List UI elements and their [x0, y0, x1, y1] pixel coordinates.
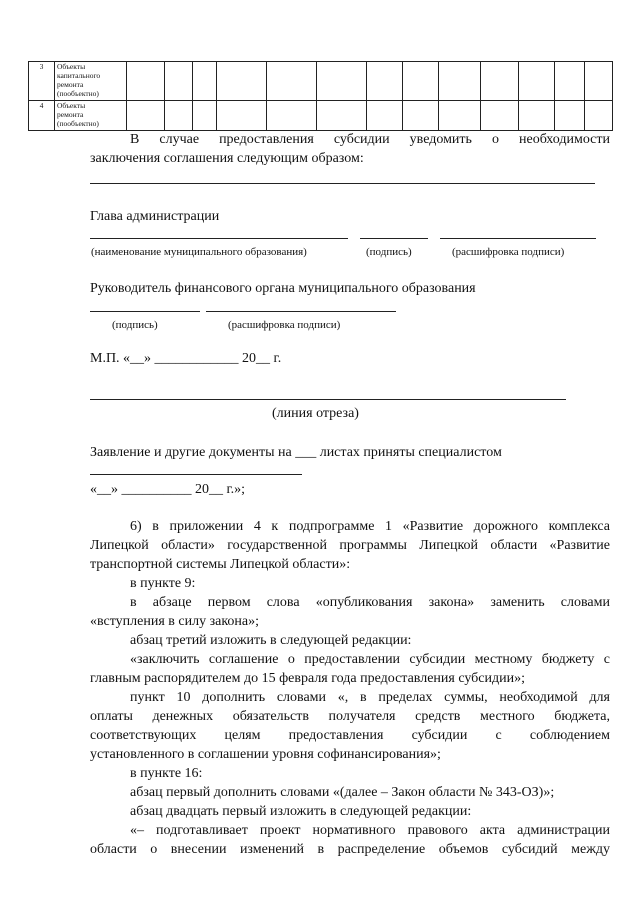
body-line: абзац первый дополнить словами «(далее – Закон области № 343-ОЗ)»;	[130, 785, 555, 800]
caption-signature: (подпись)	[112, 319, 158, 331]
empty-cell	[403, 101, 439, 131]
empty-cell	[481, 101, 519, 131]
empty-cell	[585, 101, 613, 131]
empty-cell	[193, 101, 217, 131]
body-line: пункт 10 дополнить словами «, в пределах суммы, необходимой для	[130, 690, 610, 705]
empty-cell	[481, 62, 519, 101]
body-line: 6) в приложении 4 к подпрограмме 1 «Развитие дорожного комплекса	[130, 519, 610, 534]
empty-cell	[127, 62, 165, 101]
body-line: в пункте 16:	[130, 766, 203, 781]
empty-cell	[555, 62, 585, 101]
row-name-line: капитального	[57, 71, 101, 80]
body-line: области о внесении изменений в распределение объемов субсидий между	[90, 842, 610, 857]
decoding-line	[440, 238, 596, 239]
notification-line-2: заключения соглашения следующим образом:	[90, 151, 364, 166]
statement-line-1: Заявление и другие документы на ___ листах приняты специалистом	[90, 445, 502, 460]
empty-cell	[439, 101, 481, 131]
municipality-line	[90, 238, 348, 239]
empty-cell	[217, 101, 267, 131]
row-name-line: (пообъектно)	[57, 119, 99, 128]
caption-signature: (подпись)	[366, 246, 412, 258]
row-name-line: (пообъектно)	[57, 89, 99, 98]
table-row	[29, 101, 613, 131]
body-line: оплаты денежных обязательств получателя средств местного бюджета,	[90, 709, 610, 724]
caption-decoding: (расшифровка подписи)	[228, 319, 341, 331]
signature-line	[90, 311, 200, 312]
empty-cell	[367, 101, 403, 131]
empty-cell	[555, 101, 585, 131]
cut-line	[90, 399, 566, 400]
body-line: абзац третий изложить в следующей редакции:	[130, 633, 412, 648]
empty-cell	[317, 101, 367, 131]
empty-cell	[439, 62, 481, 101]
row-name-cell	[55, 62, 127, 101]
body-line: абзац двадцать первый изложить в следующей редакции:	[130, 804, 472, 819]
row-name-line: Объекты	[57, 62, 86, 71]
body-line: соответствующих целям предоставления субсидии с соблюдением	[90, 728, 610, 743]
empty-cell	[267, 62, 317, 101]
empty-cell	[403, 62, 439, 101]
body-line: главным распорядителем до 15 февраля года предоставления субсидии»;	[90, 671, 526, 686]
body-line: установленного в соглашении уровня софинансирования»;	[90, 747, 441, 762]
body-line: в пункте 9:	[130, 576, 196, 591]
empty-cell	[165, 101, 193, 131]
fill-in-line	[90, 183, 595, 184]
row-number: 3	[29, 62, 55, 101]
empty-cell	[367, 62, 403, 101]
finance-head-title: Руководитель финансового органа муниципального образования	[90, 281, 476, 296]
notification-line-1: В случае предоставления субсидии уведомить о необходимости	[130, 132, 610, 147]
decoding-line	[206, 311, 396, 312]
empty-cell	[193, 62, 217, 101]
empty-cell	[519, 101, 555, 131]
empty-cell	[267, 101, 317, 131]
body-line: «заключить соглашение о предоставлении субсидии местному бюджету с	[130, 652, 610, 667]
head-admin-title: Глава администрации	[90, 209, 220, 224]
empty-cell	[165, 62, 193, 101]
empty-cell	[519, 62, 555, 101]
caption-decoding: (расшифровка подписи)	[452, 246, 565, 258]
specialist-line	[90, 474, 302, 475]
empty-cell	[317, 62, 367, 101]
empty-cell	[127, 101, 165, 131]
objects-table	[28, 61, 613, 131]
body-line: транспортной системы Липецкой области»:	[90, 557, 351, 572]
body-line: «– подготавливает проект нормативного правового акта администрации	[130, 823, 610, 838]
row-name-line: ремонта	[57, 80, 84, 89]
caption-municipality: (наименование муниципального образования)	[91, 246, 307, 258]
body-line: Липецкой области» государственной программы Липецкой области «Развитие	[90, 538, 610, 553]
row-name-cell	[55, 101, 127, 131]
body-line: в абзаце первом слова «опубликования закона» заменить словами	[130, 595, 610, 610]
body-line: «вступления в силу закона»;	[90, 614, 260, 629]
table-row	[29, 62, 613, 101]
row-number: 4	[29, 101, 55, 131]
stamp-date: М.П. «__» ____________ 20__ г.	[90, 351, 282, 366]
row-name-line: ремонта	[57, 110, 84, 119]
empty-cell	[585, 62, 613, 101]
empty-cell	[217, 62, 267, 101]
signature-line	[360, 238, 428, 239]
cut-line-label: (линия отреза)	[272, 406, 359, 421]
statement-line-2: «__» __________ 20__ г.»;	[90, 482, 246, 497]
row-name-line: Объекты	[57, 101, 86, 110]
